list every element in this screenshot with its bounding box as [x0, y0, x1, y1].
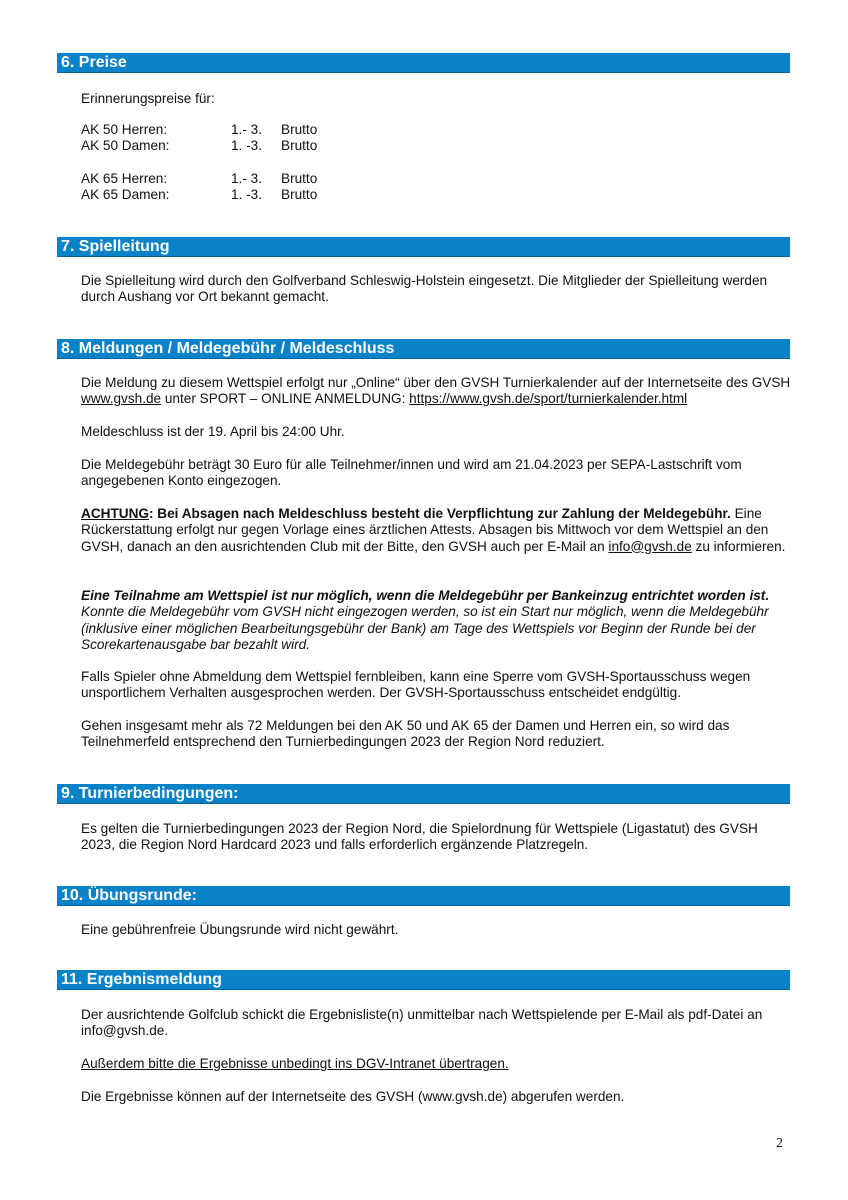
- sperre-text: Falls Spieler ohne Abmeldung dem Wettspiel fernbleiben, kann eine Sperre vom GVSH-Sportausschuss wegen unsportlichem Verhalten ausgesprochen werden. Der GVSH-Sportausschuss entscheidet endgültig.: [81, 669, 751, 701]
- section-8-title: 8. Meldungen / Meldegebühr / Meldeschluss: [61, 340, 395, 357]
- info-email-link[interactable]: info@gvsh.de: [608, 538, 692, 554]
- prize-places: 1. -3.: [231, 138, 262, 153]
- meldung-paragraph: [81, 375, 793, 408]
- bankeinzug-text: Konnte die Meldegebühr vom GVSH nicht eingezogen werden, so ist ein Start nur möglich, wenn die Meldegebühr (inklusive einer möglichen Bearbeitungsgebühr der Bank) am Tage des Wettspiels vor Beginn der Runde bei der Scorekartenausgabe bar bezahlt wird.: [81, 604, 769, 652]
- section-10-heading: [57, 886, 790, 906]
- turnierbedingungen-text: Es gelten die Turnierbedingungen 2023 der Region Nord, die Spielordnung für Wettspiele (Ligastatut) des GVSH 2023, die Region Nord Hardcard 2023 und falls erforderlich ergänzende Platzregeln.: [81, 821, 758, 853]
- intranet-text: Außerdem bitte die Ergebnisse unbedingt ins DGV-Intranet übertragen.: [81, 1056, 509, 1071]
- section-10-title: 10. Übungsrunde:: [61, 887, 198, 904]
- meldung-text-2: unter SPORT – ONLINE ANMELDUNG:: [161, 391, 410, 407]
- achtung-text: Eine Rückerstattung erfolgt nur gegen Vorlage eines ärztlichen Attests. Absagen bis Mittwoch vor dem Wettspiel an den GVSH, danach an den ausrichtenden Club mit der Bitte, den GVSH auch per E-Mail an: [81, 506, 769, 554]
- achtung-paragraph: [81, 506, 793, 555]
- section-7-heading: [57, 237, 790, 257]
- ergebnisse-abrufen-text: Die Ergebnisse können auf der Internetseite des GVSH (www.gvsh.de) abgerufen werden.: [81, 1089, 625, 1104]
- page-number: 2: [776, 1136, 783, 1151]
- teilnehmerfeld-text: Gehen insgesamt mehr als 72 Meldungen bei den AK 50 und AK 65 der Damen und Herren ein, so wird das Teilnehmerfeld entsprechend den Turnierbedingungen 2023 der Region Nord reduziert.: [81, 718, 730, 750]
- meldung-text: Die Meldung zu diesem Wettspiel erfolgt nur „Online“ über den GVSH Turnierkalender auf der Internetseite des GVSH: [81, 375, 791, 390]
- achtung-end-text: zu informieren.: [691, 538, 786, 554]
- meldeschluss-text: Meldeschluss ist der 19. April bis 24:00 Uhr.: [81, 424, 345, 439]
- section-7-title: 7. Spielleitung: [61, 238, 170, 255]
- section-9-title: 9. Turnierbedingungen:: [61, 785, 239, 802]
- prize-places: 1.- 3.: [231, 122, 262, 137]
- section-11-title: 11. Ergebnismeldung: [61, 971, 222, 988]
- prizes-intro: Erinnerungspreise für:: [81, 91, 215, 106]
- section-8-heading: [57, 339, 790, 359]
- prize-group: AK 50 Damen:: [81, 138, 170, 153]
- section-6-title: 6. Preise: [61, 54, 127, 71]
- achtung-bold-text: : Bei Absagen nach Meldeschluss besteht die Verpflichtung zur Zahlung der Meldegebühr.: [148, 506, 731, 521]
- prize-places: 1.- 3.: [231, 171, 262, 186]
- prize-places: 1. -3.: [231, 187, 262, 202]
- uebungsrunde-text: Eine gebührenfreie Übungsrunde wird nicht gewährt.: [81, 922, 399, 937]
- section-6-heading: [57, 53, 790, 73]
- prize-group: AK 50 Herren:: [81, 122, 168, 137]
- bankeinzug-bold: Eine Teilnahme am Wettspiel ist nur möglich, wenn die Meldegebühr per Bankeinzug entrichtet worden ist.: [81, 588, 770, 603]
- prize-group: AK 65 Damen:: [81, 187, 170, 202]
- prize-type: Brutto: [281, 122, 318, 137]
- turnierkalender-link[interactable]: https://www.gvsh.de/sport/turnierkalender.html: [409, 391, 688, 407]
- prize-type: Brutto: [281, 138, 318, 153]
- section-11-heading: [57, 970, 790, 990]
- prize-type: Brutto: [281, 171, 318, 186]
- spielleitung-text: Die Spielleitung wird durch den Golfverband Schleswig-Holstein eingesetzt. Die Mitglieder der Spielleitung werden durch Aushang vor Ort bekannt gemacht.: [81, 273, 768, 305]
- bankeinzug-paragraph: [81, 588, 793, 653]
- gvsh-link[interactable]: www.gvsh.de: [81, 391, 162, 407]
- ergebnisliste-text: Der ausrichtende Golfclub schickt die Ergebnisliste(n) unmittelbar nach Wettspielende per E-Mail als pdf-Datei an info@gvsh.de.: [81, 1007, 763, 1039]
- prize-group: AK 65 Herren:: [81, 171, 168, 186]
- achtung-label: ACHTUNG: [81, 506, 149, 521]
- meldegebuehr-text: Die Meldegebühr beträgt 30 Euro für alle Teilnehmer/innen und wird am 21.04.2023 per SEPA-Lastschrift vom angegebenen Konto eingezogen.: [81, 457, 742, 489]
- section-9-heading: [57, 784, 790, 804]
- prize-type: Brutto: [281, 187, 318, 202]
